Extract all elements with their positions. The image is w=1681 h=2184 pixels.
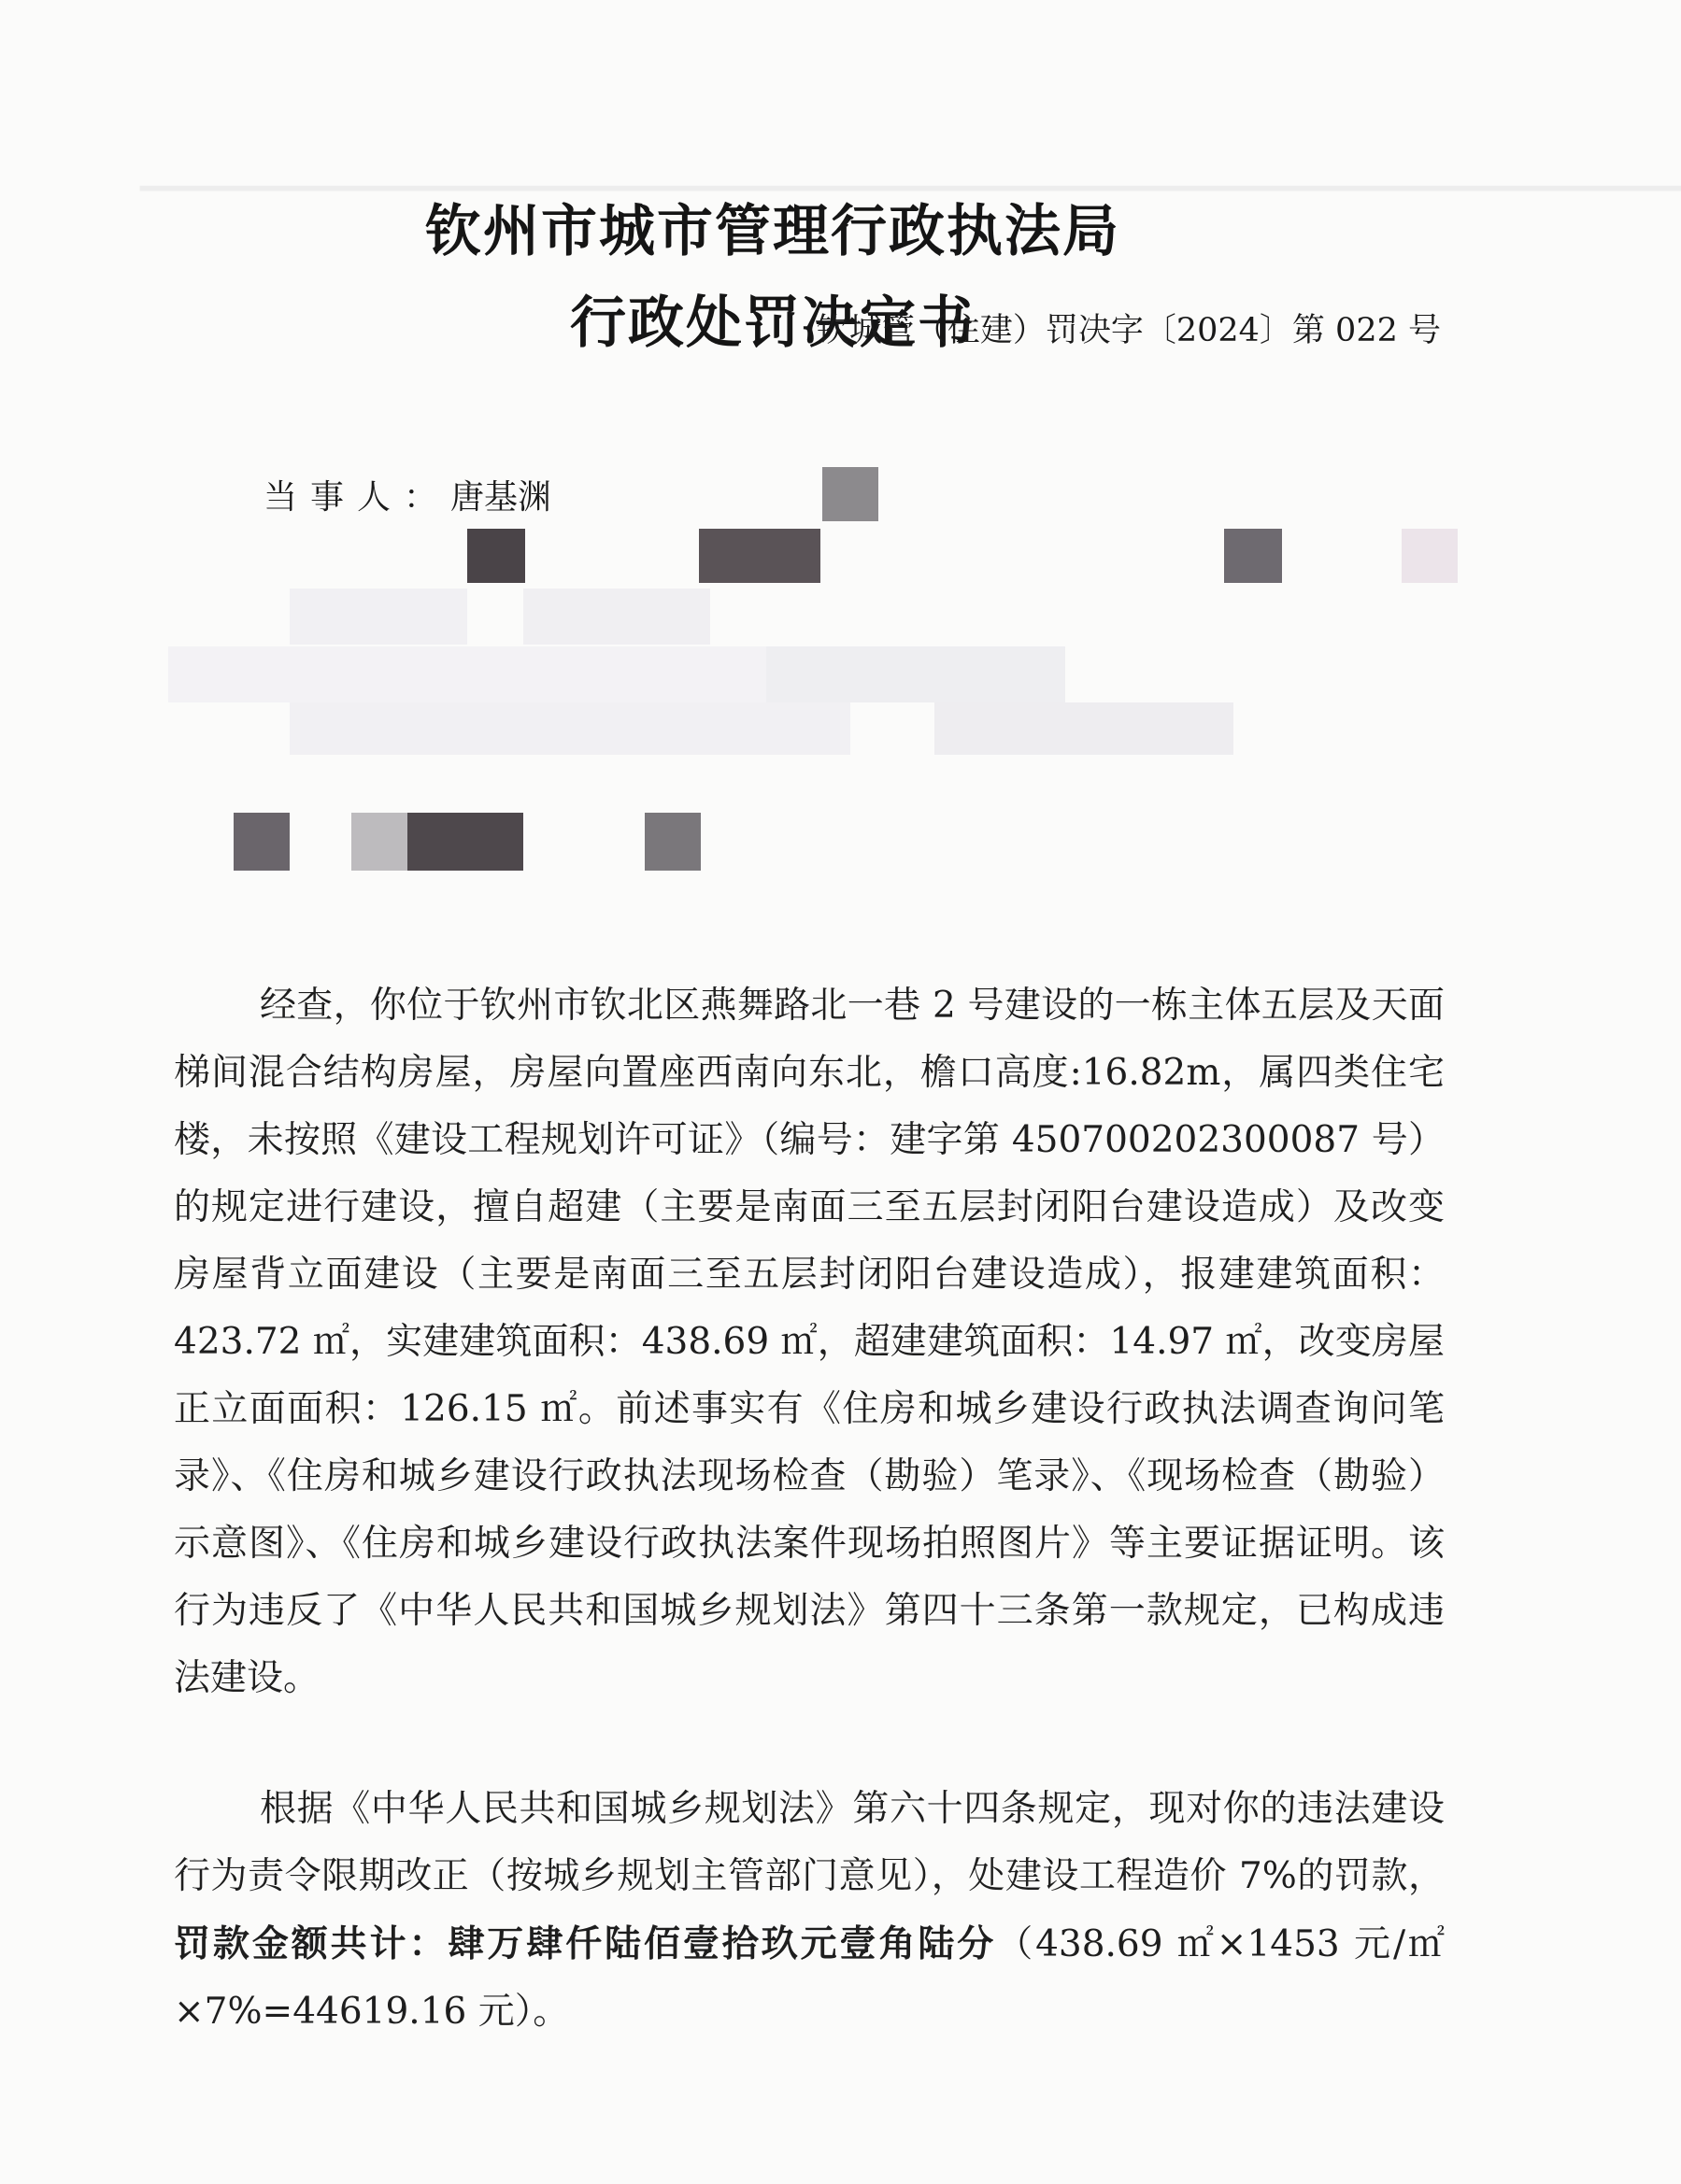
facts-paragraph: 经查，你位于钦州市钦北区燕舞路北一巷 2 号建设的一栋主体五层及天面梯间混合结构房屋，房屋向置座西南向东北，檐口高度:16.82m，属四类住宅楼，未按照《建设工程规划许可证》（编号：建字第 450700202300087 号）的规定进行建设，擅自超建（主要是南面三至五层封闭阳台建设造成）及改变房屋背立面建设（主要是南面三至五层封闭阳台建设造成），报建建筑面积：423.72 ㎡，实建建筑面积：438.69 ㎡，超建建筑面积：14.97 ㎡，改变房屋正立面面积：126.15 ㎡。前述事实有《住房和城乡建设行政执法调查询问笔录》、《住房和城乡建设行政执法现场检查（勘验）笔录》、《现场检查（勘验）示意图》、《住房和城乡建设行政执法案件现场拍照图片》等主要证据证明。该行为违反了《中华人民共和国城乡规划法》第四十三条第一款规定，已构成违法建设。 (174, 985, 1445, 1699)
penalty-calculation-text: （438.69 ㎡×1453 元/㎡×7%=44619.16 元）。 (174, 1923, 1445, 2033)
penalty-basis-text: 根据《中华人民共和国城乡规划法》第六十四条规定，现对你的违法建设行为责令限期改正（按城乡规划主管部门意见），处建设工程造价 7%的罚款， (174, 1788, 1445, 1897)
bleed-through-text: ━━━━━━━━━━━━━━━━━━━━━━━━━━━━━━━━━━━━━━━━━━━━━━━━━━━━━━━━━━━━━━━━━━━━━━━━━━━━━━━━━━━ (140, 170, 1681, 206)
document-title: 行政处罚决定书 (570, 290, 976, 356)
document-number: 钦城管（住建）罚决字〔2024〕第 022 号 (816, 312, 1441, 349)
party-label: 当事人： (264, 478, 451, 517)
agency-title: 钦州市城市管理行政执法局 (425, 199, 1120, 265)
penalty-total-text: 罚款金额共计：肆万肆仟陆佰壹拾玖元壹角陆分 (174, 1922, 997, 1965)
penalty-paragraph (174, 1776, 1445, 2046)
party-name: 唐基渊 (450, 478, 552, 517)
party-line (264, 471, 551, 518)
